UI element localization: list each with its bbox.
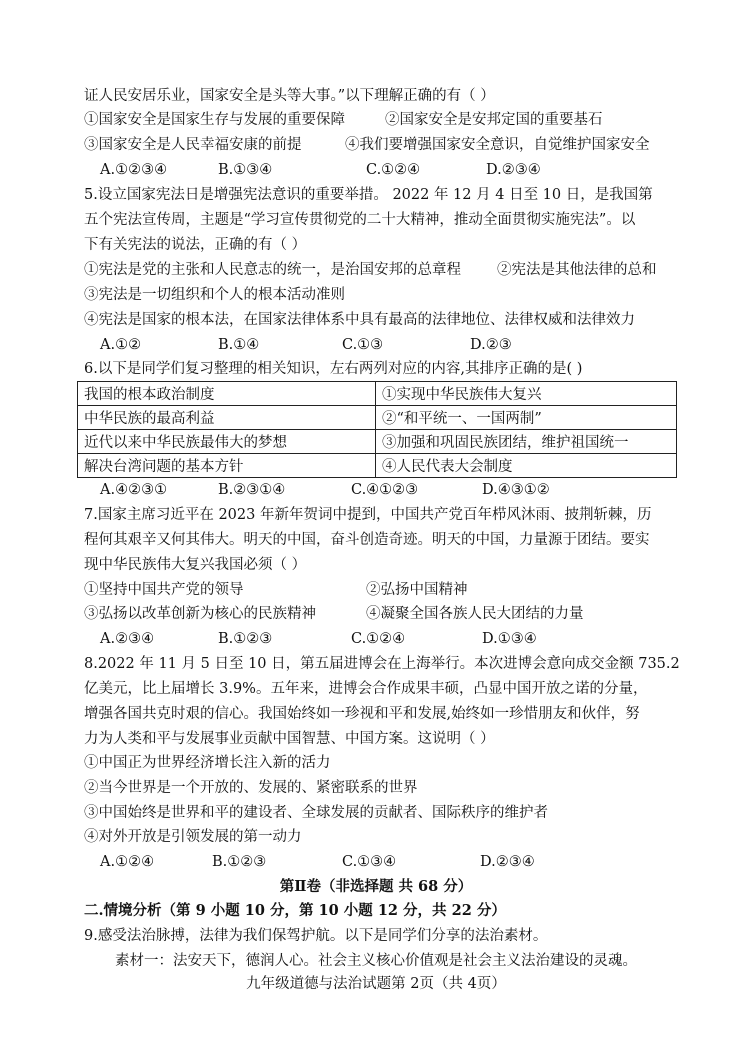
table-cell: 解决台湾问题的基本方针	[78, 454, 376, 478]
table-row	[78, 406, 677, 430]
q7-statement-1: ①坚持中国共产党的领导	[84, 582, 244, 598]
q7-line-1: 7.国家主席习近平在 2023 年新年贺词中提到，中国共产党百年栉风沐雨、披荆斩棘，历	[84, 507, 652, 523]
q5-statement-1: ①宪法是党的主张和人民意志的统一，是治国安邦的总章程	[84, 262, 461, 278]
q7-option-d: D.①③④	[482, 631, 537, 647]
table-cell: 中华民族的最高利益	[78, 406, 376, 430]
q8-statement-2: ②当今世界是一个开放的、发展的、紧密联系的世界	[84, 780, 418, 796]
q5-line-3: 下有关宪法的说法，正确的有（ ）	[84, 237, 307, 253]
q9-stem: 9.感受法治脉搏，法律为我们保驾护航。以下是同学们分享的法治素材。	[84, 928, 548, 944]
q4-stem: 证人民安居乐业，国家安全是头等大事。”以下理解正确的有（ ）	[84, 88, 495, 104]
q6-option-c: C.④①②③	[351, 482, 419, 498]
q4-option-b: B.①③④	[218, 162, 273, 178]
q8-statement-3: ③中国始终是世界和平的建设者、全球发展的贡献者、国际秩序的维护者	[84, 805, 548, 821]
q4-statement-3: ③国家安全是人民幸福安康的前提	[84, 137, 302, 153]
table-row	[78, 430, 677, 454]
q5-option-a: A.①②	[100, 337, 142, 353]
table-cell: 我国的根本政治制度	[78, 382, 376, 406]
q6-option-d: D.④③①②	[482, 482, 550, 498]
q7-statement-2: ②弘扬中国精神	[366, 582, 468, 598]
q4-option-c: C.①②④	[366, 162, 421, 178]
q5-option-d: D.②③	[470, 337, 512, 353]
q5-statement-3: ③宪法是一切组织和个人的根本活动准则	[84, 287, 345, 303]
q6-stem: 6.以下是同学们复习整理的相关知识，左右两列对应的内容,其排序正确的是( )	[84, 361, 583, 377]
q8-option-a: A.①②④	[100, 854, 155, 870]
q4-option-d: D.②③④	[486, 162, 541, 178]
part-2-heading: 第Ⅱ卷（非选择题 共 68 分）	[279, 878, 473, 895]
q4-statement-1: ①国家安全是国家生存与发展的重要保障	[84, 112, 345, 128]
q8-line-1: 8.2022 年 11 月 5 日至 10 日，第五届进博会在上海举行。本次进博会意向成交金额 735.2	[84, 656, 680, 672]
q4-options	[100, 160, 700, 180]
q7-statement-3: ③弘扬以改革创新为核心的民族精神	[84, 606, 316, 622]
table-row	[78, 454, 677, 478]
q5-options	[100, 335, 700, 355]
q5-statement-2: ②宪法是其他法律的总和	[497, 262, 657, 278]
table-cell: ①实现中华民族伟大复兴	[376, 382, 677, 406]
q8-line-4: 力为人类和平与发展事业贡献中国智慧、中国方案。这说明（ ）	[84, 731, 495, 747]
q8-statement-1: ①中国正为世界经济增长注入新的活力	[84, 755, 331, 771]
q9-material-1: 素材一：法安天下，德润人心。社会主义核心价值观是社会主义法治建设的灵魂。	[115, 953, 637, 969]
q8-line-3: 增强各国共克时艰的信心。我国始终如一珍视和平和发展,始终如一珍惜朋友和伙伴，努	[84, 706, 640, 722]
q4-option-a: A.①②③④	[100, 162, 168, 178]
q8-option-d: D.②③④	[480, 854, 535, 870]
q7-option-a: A.②③④	[100, 631, 155, 647]
table-cell: ③加强和巩固民族团结，维护祖国统一	[376, 430, 677, 454]
q6-table	[77, 381, 677, 478]
q6-options	[100, 480, 700, 500]
q8-statement-4: ④对外开放是引领发展的第一动力	[84, 829, 302, 845]
q8-line-2: 亿美元，比上届增长 3.9%。五年来，进博会合作成果丰硕，凸显中国开放之诺的分量，	[84, 681, 648, 697]
q8-options	[100, 852, 700, 872]
q4-statement-4: ④我们要增强国家安全意识，自觉维护国家安全	[345, 137, 650, 153]
table-row	[78, 382, 677, 406]
q7-option-b: B.①②③	[218, 631, 273, 647]
q8-option-b: B.①②③	[212, 854, 267, 870]
page-footer: 九年级道德与法治试题第 2页（共 4页）	[246, 976, 506, 992]
q7-line-3: 现中华民族伟大复兴我国必须（ ）	[84, 557, 307, 573]
q6-option-a: A.④②③①	[100, 482, 168, 498]
table-cell: 近代以来中华民族最伟大的梦想	[78, 430, 376, 454]
q5-option-c: C.①③	[342, 337, 384, 353]
q5-statement-4: ④宪法是国家的根本法，在国家法律体系中具有最高的法律地位、法律权威和法律效力	[84, 312, 635, 328]
q5-line-1: 5.设立国家宪法日是增强宪法意识的重要举措。 2022 年 12 月 4 日至 10 日，是我国第	[84, 187, 653, 203]
q7-option-c: C.①②④	[351, 631, 406, 647]
q7-options	[100, 629, 700, 649]
q5-option-b: B.①④	[218, 337, 260, 353]
table-cell: ④人民代表大会制度	[376, 454, 677, 478]
q6-option-b: B.②③①④	[218, 482, 286, 498]
section-2-heading: 二.情境分析（第 9 小题 10 分，第 10 小题 12 分，共 22 分）	[84, 902, 506, 919]
q7-line-2: 程何其艰辛又何其伟大。明天的中国，奋斗创造奇迹。明天的中国，力量源于团结。要实	[84, 532, 650, 548]
q7-statement-4: ④凝聚全国各族人民大团结的力量	[366, 606, 584, 622]
q5-line-2: 五个宪法宣传周，主题是“学习宣传贯彻党的二十大精神，推动全面贯彻实施宪法”。以	[84, 212, 636, 228]
q4-statement-2: ②国家安全是安邦定国的重要基石	[385, 112, 603, 128]
table-cell: ②“和平统一、一国两制”	[376, 406, 677, 430]
q8-option-c: C.①③④	[342, 854, 397, 870]
